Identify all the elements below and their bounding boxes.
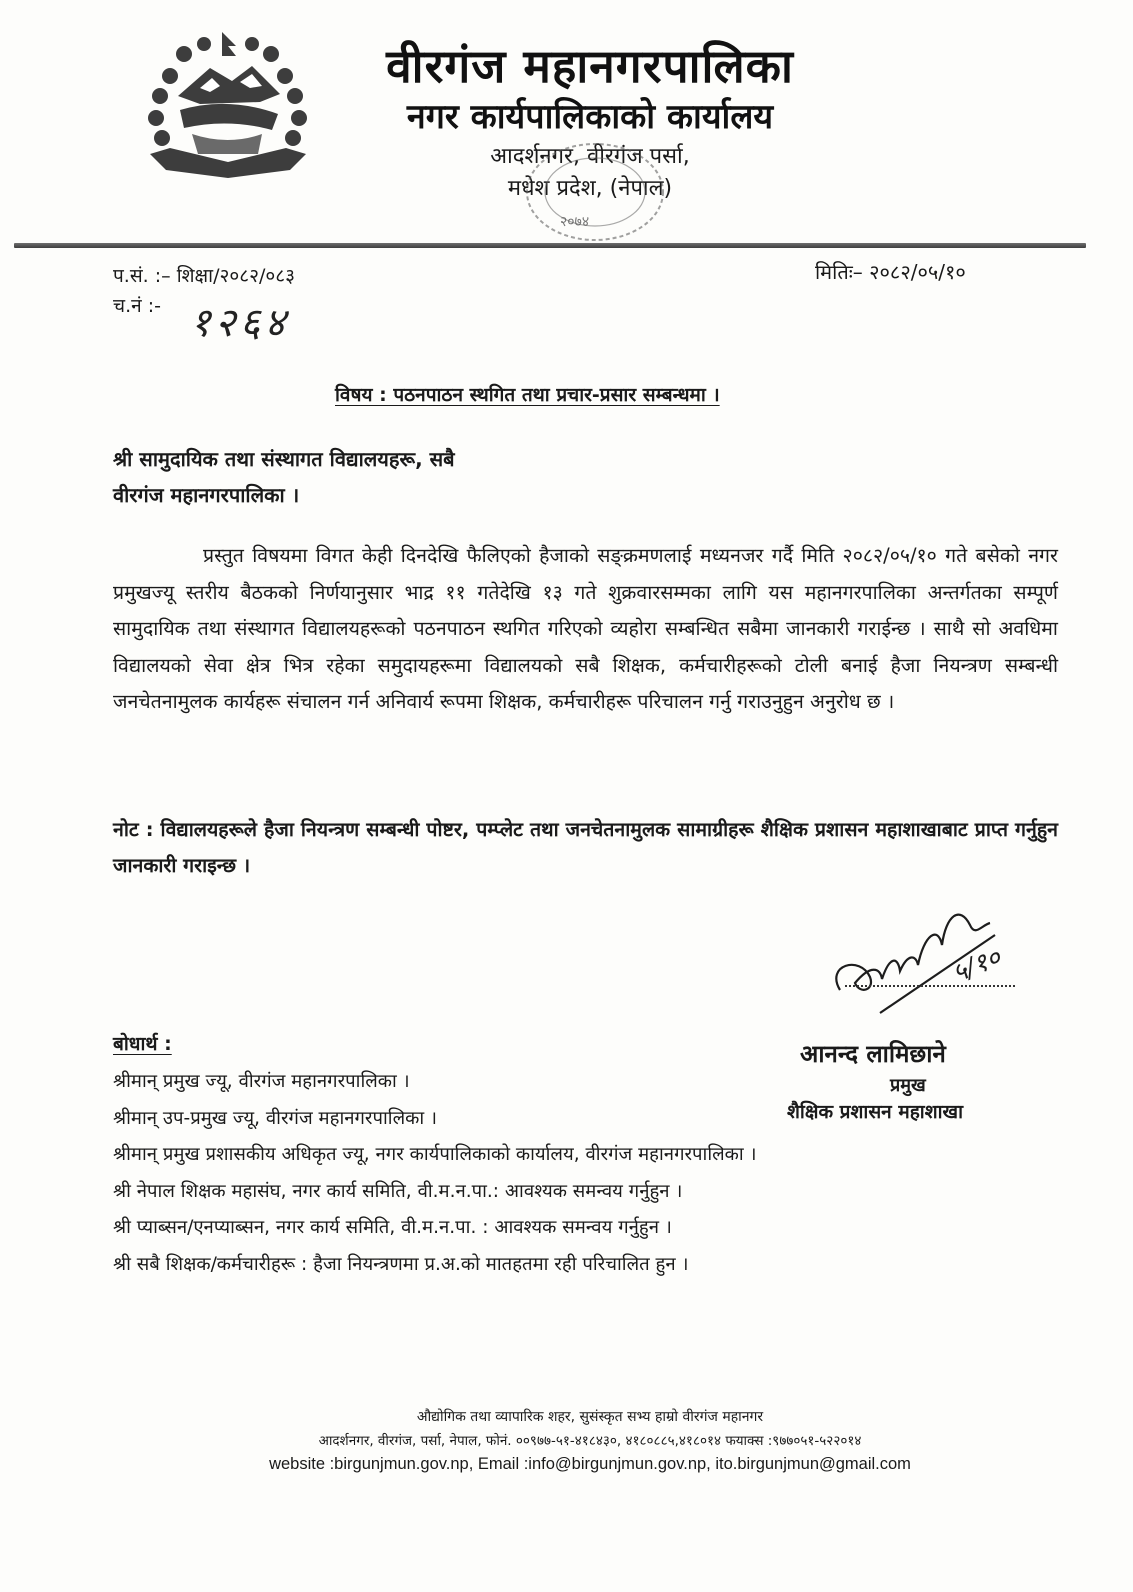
footer-web-email: website :birgunjmun.gov.np, Email :info@birgunjmun.gov.np, ito.birgunjmun@gmail.com [269, 1455, 911, 1473]
signature-date: ५/१० [948, 942, 1006, 989]
signer-name: आनन्द लामिछाने [800, 1040, 946, 1068]
dispatch-number-label: च.नं :- [113, 295, 161, 317]
cc-item: श्रीमान् प्रमुख ज्यू, वीरगंज महानगरपालिका । [113, 1071, 410, 1092]
signature-line [845, 985, 1015, 987]
office-seal-stamp [520, 140, 670, 245]
cc-item: श्री नेपाल शिक्षक महासंघ, नगर कार्य समिति, वी.म.न.पा.: आवश्यक समन्वय गर्नुहुन । [113, 1180, 683, 1202]
subject-line: विषय : पठनपाठन स्थगित तथा प्रचार-प्रसार सम्बन्धमा । [335, 384, 720, 406]
cc-list [113, 1064, 757, 1283]
cc-item: श्री प्याब्सन/एनप्याब्सन, नगर कार्य समिति, वी.म.न.पा. : आवश्यक समन्वय गर्नुहुन । [113, 1217, 672, 1238]
cc-item: श्रीमान् उप-प्रमुख ज्यू, वीरगंज महानगरपालिका । [113, 1107, 438, 1129]
addressee-block [113, 441, 455, 513]
addressee-line-1: श्री सामुदायिक तथा संस्थागत विद्यालयहरू, सबै [113, 447, 455, 471]
footer-slogan: औद्योगिक तथा व्यापारिक शहर, सुसंस्कृत सभ्य हाम्रो वीरगंज महानगर [416, 1409, 764, 1425]
nepal-emblem-logo [140, 26, 315, 186]
address-line-1: आदर्शनगर, वीरगंज पर्सा, [490, 144, 690, 169]
cc-heading: बोधार्थ : [113, 1033, 172, 1055]
letter-footer [180, 1405, 1000, 1475]
body-paragraph: प्रस्तुत विषयमा विगत केही दिनदेखि फैलिएको हैजाको सङ्क्रमणलाई मध्यनजर गर्दै मिति २०८२/०५/१० गते बसेको नगर प्रमुखज्यू स्तरीय बैठकको निर्णयानुसार भाद्र ११ गतेदेखि १३ गते शुक्रवारसम्मका लागि यस महानगरपालिका अन्तर्गतका सम्पूर्ण सामुदायिक तथा संस्थागत विद्यालयहरूको पठनपाठन स्थगित गरिएको व्यहोरा सम्बन्धित सबैमा जानकारी गराईन्छ । साथै सो अवधिमा विद्यालयको सेवा क्षेत्र भित्र रहेका समुदायहरूमा विद्यालयको सबै शिक्षक, कर्मचारीहरूको टोली बनाई हैजा नियन्त्रण सम्बन्धी जनचेतनामुलक कार्यहरू संचालन गर्न अनिवार्य रूपमा शिक्षक, कर्मचारीहरू परिचालन गर्नु गराउनुहुन अनुरोध छ । [113, 544, 1058, 713]
handwritten-signature [820, 895, 1030, 1020]
signer-department: शैक्षिक प्रशासन महाशाखा [787, 1101, 964, 1123]
reference-number: प.सं. :– शिक्षा/२०८२/०८३ [113, 265, 296, 287]
organization-name: वीरगंज महानगरपालिका [386, 39, 794, 93]
addressee-line-2: वीरगंज महानगरपालिका । [113, 483, 300, 507]
address-line-2: मधेश प्रदेश, (नेपाल) [507, 176, 673, 201]
note-paragraph: नोट : विद्यालयहरूले हैजा नियन्त्रण सम्बन्धी पोष्टर, पम्प्लेट तथा जनचेतनामुलक सामाग्रीहरू शैक्षिक प्रशासन महाशाखाबाट प्राप्त गर्नुहुन जानकारी गराइन्छ । [113, 818, 1058, 877]
dispatch-number-handwritten: १२६४ [190, 300, 290, 346]
signer-title: प्रमुख [890, 1075, 926, 1096]
letter-date: मितिः– २०८२/०५/१० [815, 260, 966, 284]
cc-item: श्रीमान् प्रमुख प्रशासकीय अधिकृत ज्यू, नगर कार्यपालिकाको कार्यालय, वीरगंज महानगरपालिका । [113, 1144, 757, 1165]
letterhead-divider [14, 243, 1086, 248]
footer-contact: आदर्शनगर, वीरगंज, पर्सा, नेपाल, फोनं. ००९७७-५१-४१८४३०, ४१८०८८५,४१८०१४ फयाक्स :९७७०५१-५२२०१४ [318, 1433, 862, 1449]
office-name: नगर कार्यपालिकाको कार्यालय [406, 97, 774, 137]
cc-item: श्री सबै शिक्षक/कर्मचारीहरू : हैजा नियन्त्रणमा प्र.अ.को मातहतमा रही परिचालित हुन । [113, 1253, 689, 1275]
stamp-year: २०७४ [560, 214, 590, 230]
